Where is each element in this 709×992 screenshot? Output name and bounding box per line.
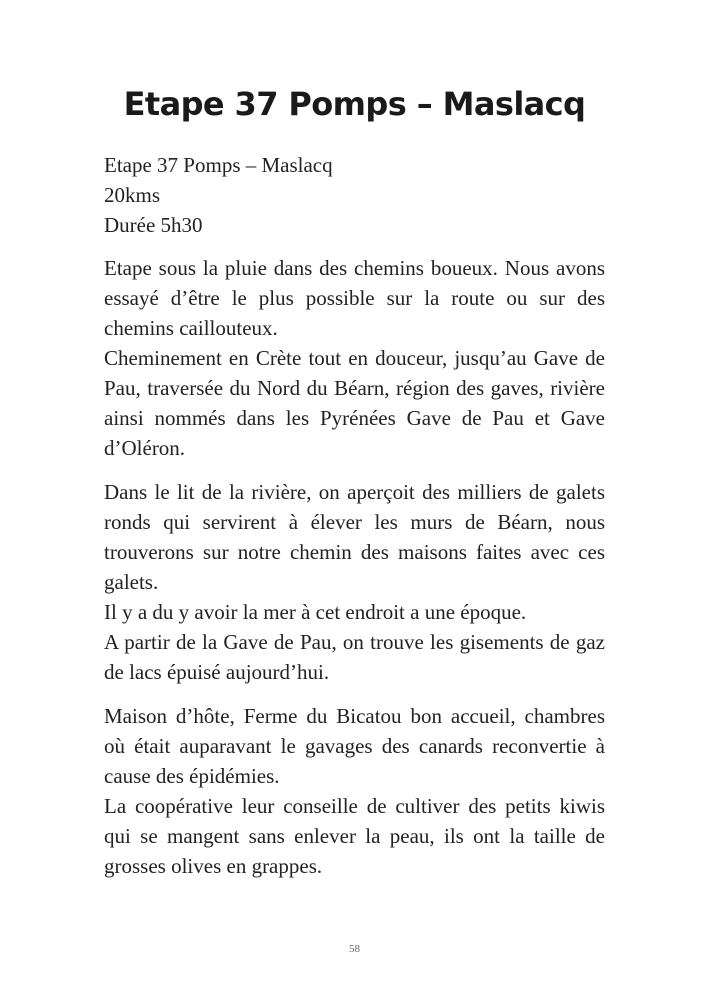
stage-distance: 20kms — [104, 183, 161, 207]
stage-duration: Durée 5h30 — [104, 213, 203, 237]
stage-name: Etape 37 Pomps – Maslacq — [104, 153, 333, 177]
paragraph-sentence: A partir de la Gave de Pau, on trouve les gisements de gaz de lacs épuisé aujourd’hui. — [104, 630, 605, 684]
paragraph-sentence: Cheminement en Crète tout en douceur, jusqu’au Gave de Pau, traversée du Nord du Béarn, région des gaves, rivière ainsi nommés dans les Pyrénées Gave de Pau et Gave d’Oléron. — [104, 346, 605, 460]
page-number: 58 — [349, 943, 360, 955]
stage-header — [104, 150, 605, 240]
paragraph-sentence: Etape sous la pluie dans des chemins boueux. Nous avons essayé d’être le plus possible sur la route ou sur des chemins caillouteux. — [104, 256, 605, 340]
paragraph-sentence: La coopérative leur conseille de cultiver des petits kiwis qui se mangent sans enlever la peau, ils ont la taille de grosses olives en grappes. — [104, 794, 605, 878]
paragraph-weather-route — [104, 253, 605, 463]
paragraph-sentence: Maison d’hôte, Ferme du Bicatou bon accueil, chambres où était auparavant le gavages des canards reconvertie à cause des épidémies. — [104, 704, 605, 788]
document-body — [104, 150, 605, 895]
page-title: Etape 37 Pomps – Maslacq — [123, 85, 586, 123]
paragraph-sentence: Dans le lit de la rivière, on aperçoit des milliers de galets ronds qui servirent à élever les murs de Béarn, nous trouverons sur notre chemin des maisons faites avec ces galets. — [104, 480, 605, 594]
paragraph-guesthouse — [104, 701, 605, 881]
paragraph-river-galets — [104, 477, 605, 687]
paragraph-sentence: Il y a du y avoir la mer à cet endroit a une époque. — [104, 600, 527, 624]
